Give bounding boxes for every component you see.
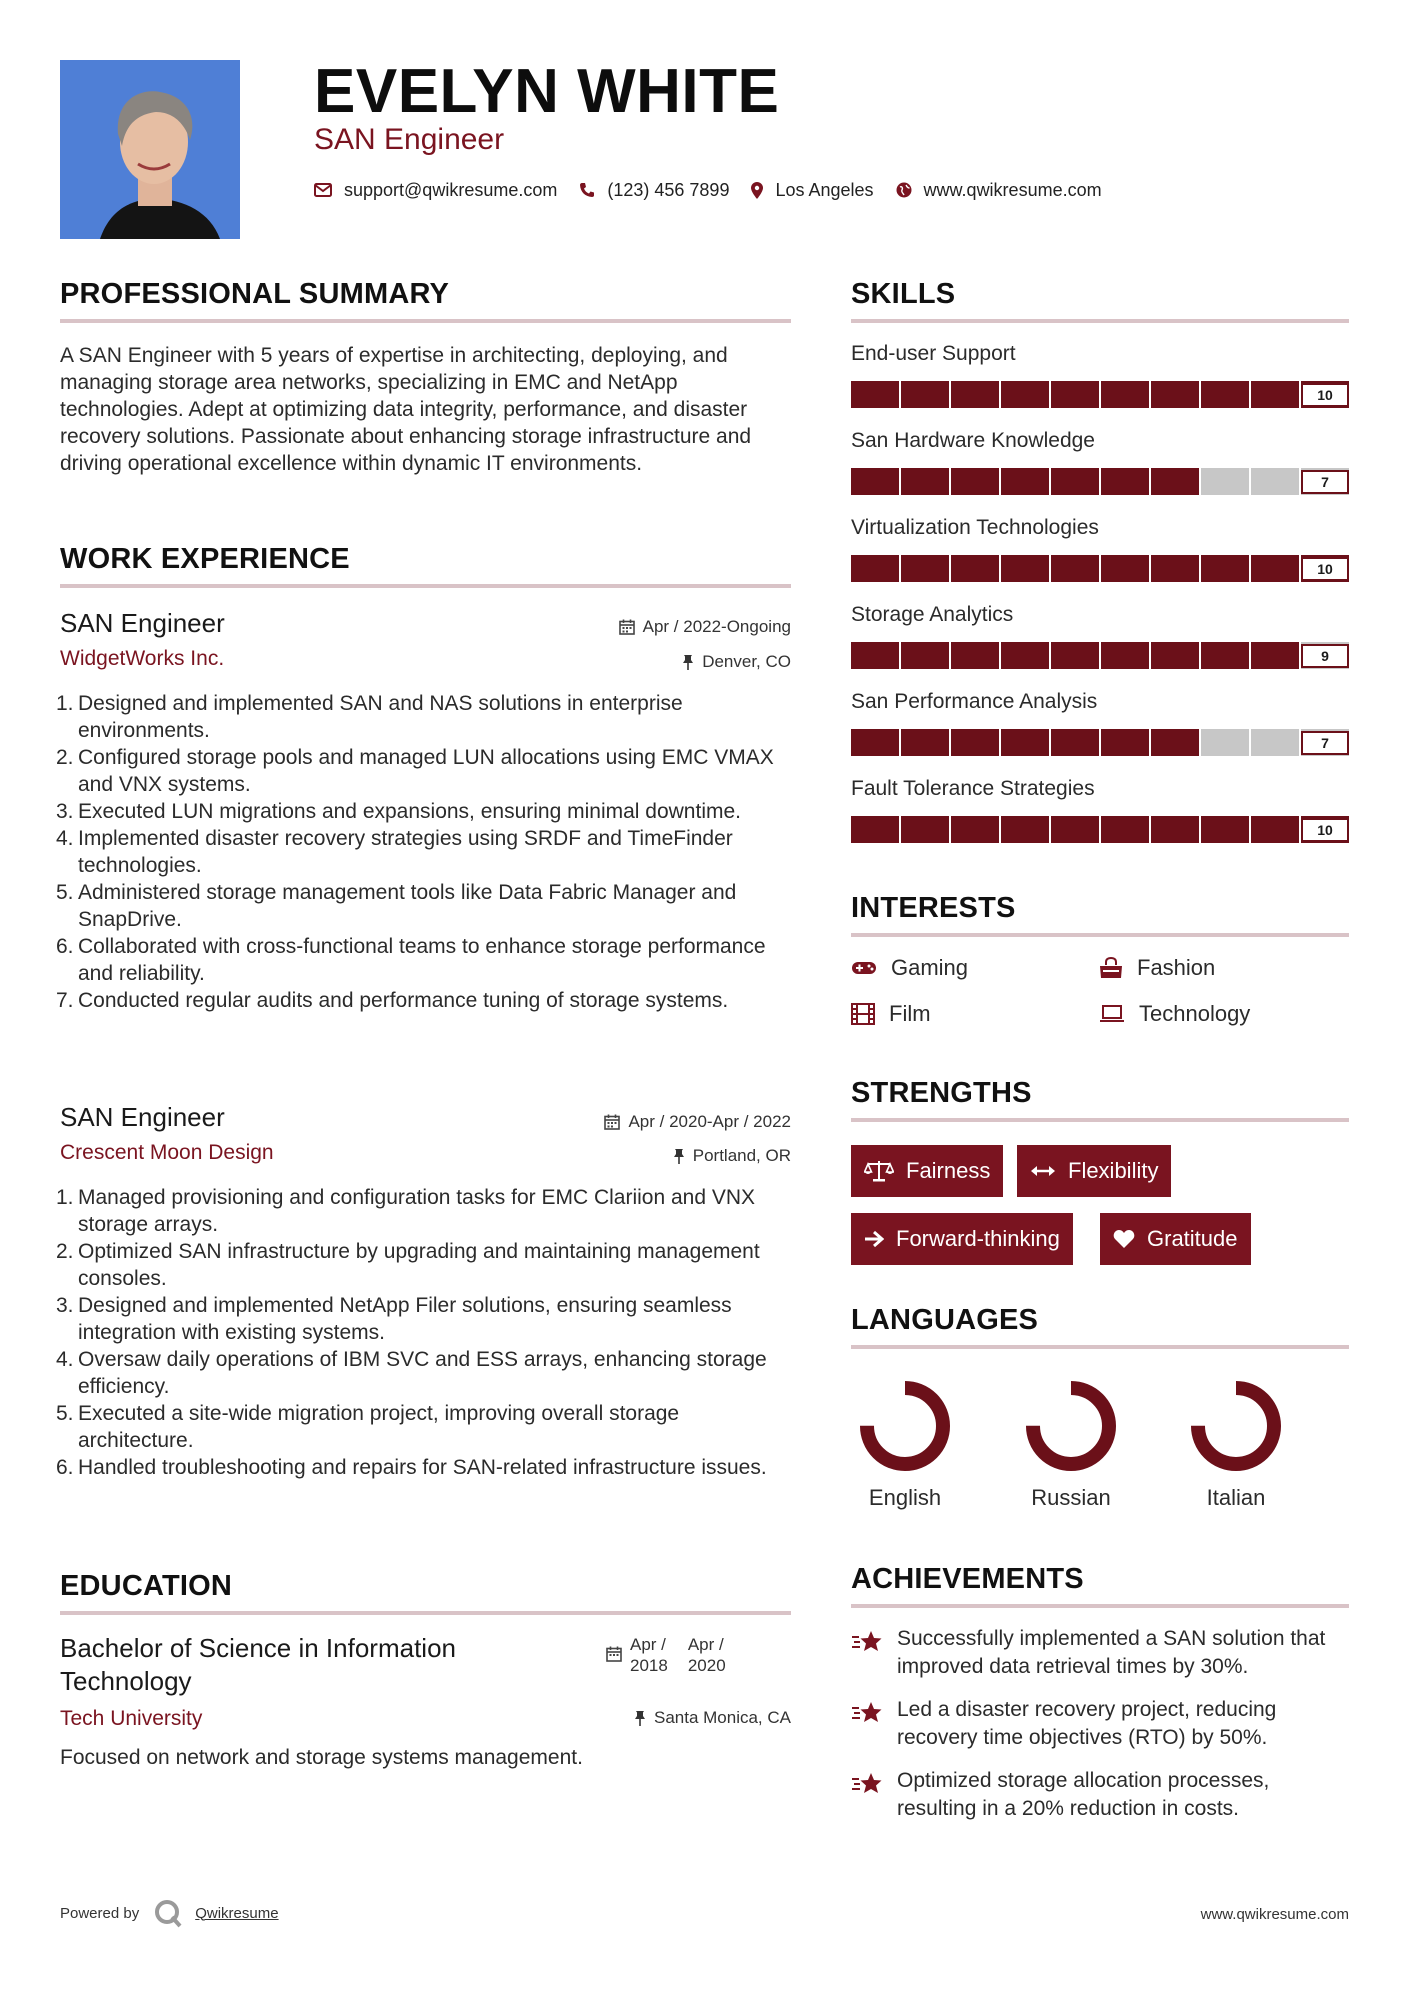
calendar-icon (604, 1114, 620, 1130)
heart-icon (1113, 1229, 1135, 1249)
skill-bar-segment (1001, 642, 1051, 669)
job-company: Crescent Moon Design (60, 1141, 274, 1164)
list-item: 2. Configured storage pools and managed LUN allocations using EMC VMAX and VNX systems. (56, 746, 774, 796)
job-bullets (56, 1184, 796, 1481)
school-name: Tech University (60, 1707, 203, 1730)
arrow-right-icon (864, 1230, 884, 1248)
skill-bar-segment (951, 381, 1001, 408)
skill-level-badge: 9 (1301, 644, 1349, 668)
skill-bar-segment (1151, 729, 1201, 756)
list-item: 5. Administered storage management tools like Data Fabric Manager and SnapDrive. (56, 881, 737, 931)
language-level-arc (867, 1388, 943, 1464)
interests-divider (851, 933, 1349, 937)
skill-bar-segment (1201, 729, 1251, 756)
contact-website[interactable] (896, 180, 1102, 201)
job-company: WidgetWorks Inc. (60, 647, 225, 670)
skill-bar-segment (1201, 816, 1251, 843)
skill-bar-segment (1201, 381, 1251, 408)
skill-bar-segment (901, 816, 951, 843)
summary-heading: PROFESSIONAL SUMMARY (60, 278, 450, 310)
skill-bar-segment (1001, 381, 1051, 408)
skill-bar-segment (901, 642, 951, 669)
job-dates-text: Apr / 2022-Ongoing (642, 617, 791, 636)
map-pin-icon (751, 182, 763, 199)
footer-powered-by: Powered by Qwikresume (60, 1898, 279, 1928)
star-trophy-icon (851, 1629, 883, 1655)
skill-label: Virtualization Technologies (851, 516, 1099, 539)
shopping-bag-icon (1099, 957, 1123, 979)
skill-level-badge: 10 (1301, 557, 1349, 581)
achievement-item: Optimized storage allocation processes, resulting in a 20% reduction in costs. (851, 1767, 1349, 1823)
skill-bar-segment (951, 816, 1001, 843)
job-location (682, 651, 791, 673)
skill-bar-segment (1101, 816, 1151, 843)
achievements-heading: ACHIEVEMENTS (851, 1563, 1084, 1595)
list-item: 7. Conducted regular audits and performance tuning of storage systems. (56, 989, 729, 1012)
skill-bar-segment (951, 468, 1001, 495)
skill-bar (851, 816, 1349, 843)
skill-bar-segment (1251, 642, 1301, 669)
skill-level-badge: 10 (1301, 383, 1349, 407)
skill-bar-segment (1101, 381, 1151, 408)
education-location-text: Santa Monica, CA (653, 1708, 791, 1727)
skill-bar-segment (1101, 468, 1151, 495)
skill-bar-segment (1051, 816, 1101, 843)
brand-link[interactable]: Qwikresume (195, 1904, 279, 1922)
education-divider (60, 1611, 791, 1615)
list-item: 6. Handled troubleshooting and repairs for SAN-related infrastructure issues. (56, 1456, 767, 1479)
globe-icon (896, 182, 912, 198)
star-trophy-icon (851, 1771, 883, 1797)
skill-label: Fault Tolerance Strategies (851, 777, 1095, 800)
skill-bar-segment (1001, 555, 1051, 582)
job-dates (619, 616, 791, 638)
list-item: 1. Designed and implemented SAN and NAS solutions in enterprise environments. (56, 692, 683, 742)
skill-bar-segment (1251, 729, 1301, 756)
skill-label: End-user Support (851, 342, 1016, 365)
list-item: 4. Oversaw daily operations of IBM SVC and ESS arrays, enhancing storage efficiency. (56, 1348, 767, 1398)
job-title: SAN Engineer (60, 608, 225, 638)
strength-chip-fairness: Fairness (851, 1145, 1003, 1197)
film-icon (851, 1003, 875, 1025)
skill-bar (851, 642, 1349, 669)
skill-bar-segment (1001, 468, 1051, 495)
achievements-divider (851, 1604, 1349, 1608)
skill-bar-segment (1201, 555, 1251, 582)
skill-bar-segment (1151, 816, 1201, 843)
skill-bar-segment (1101, 642, 1151, 669)
skill-bar-segment (1001, 816, 1051, 843)
skill-bar-segment (1151, 642, 1201, 669)
job-location (673, 1145, 791, 1167)
calendar-icon (606, 1646, 622, 1662)
website-text: www.qwikresume.com (923, 179, 1102, 200)
profile-photo (60, 60, 240, 239)
languages-heading: LANGUAGES (851, 1304, 1039, 1336)
skill-bar-segment (901, 555, 951, 582)
summary-divider (60, 319, 791, 323)
skill-level-badge: 10 (1301, 818, 1349, 842)
skill-bar-segment (851, 381, 901, 408)
job-dates-text: Apr / 2020-Apr / 2022 (628, 1112, 791, 1131)
job-location-text: Portland, OR (692, 1146, 791, 1165)
skill-level-badge: 7 (1301, 470, 1349, 494)
strength-chip-forward-thinking: Forward-thinking (851, 1213, 1073, 1265)
interest-gaming: Gaming (851, 954, 968, 982)
skill-bar-segment (1151, 381, 1201, 408)
email-text: support@qwikresume.com (344, 179, 558, 200)
skill-bar-segment (1251, 381, 1301, 408)
strengths-divider (851, 1118, 1349, 1122)
interests-heading: INTERESTS (851, 892, 1016, 924)
education-heading: EDUCATION (60, 1570, 233, 1602)
list-item: 5. Executed a site-wide migration project, improving overall storage architecture. (56, 1402, 680, 1452)
gamepad-icon (851, 960, 877, 976)
job-dates (604, 1111, 791, 1133)
list-item: 3. Designed and implemented NetApp Filer solutions, ensuring seamless integration with existing systems. (56, 1294, 732, 1344)
footer-website[interactable]: www.qwikresume.com (1200, 1906, 1349, 1923)
degree-title: Bachelor of Science in Information Technology (60, 1633, 456, 1696)
calendar-icon (619, 619, 635, 635)
skill-bar (851, 468, 1349, 495)
education-end: Apr / 2020 (687, 1635, 726, 1675)
experience-divider (60, 584, 791, 588)
education-dates (606, 1634, 726, 1676)
language-gauge (1186, 1376, 1286, 1476)
phone-text: (123) 456 7899 (607, 179, 730, 200)
contact-bar (314, 176, 1124, 204)
skill-bar-segment (1051, 555, 1101, 582)
list-item: 4. Implemented disaster recovery strategies using SRDF and TimeFinder technologies. (56, 827, 733, 877)
pushpin-icon (682, 654, 694, 670)
skill-bar-segment (1101, 555, 1151, 582)
skills-divider (851, 319, 1349, 323)
languages-divider (851, 1345, 1349, 1349)
laptop-icon (1099, 1005, 1125, 1023)
skill-bar-segment (1201, 642, 1251, 669)
contact-phone[interactable] (579, 180, 729, 201)
skill-bar-segment (901, 468, 951, 495)
skill-bar-segment (951, 729, 1001, 756)
strength-chip-flexibility: Flexibility (1017, 1145, 1171, 1197)
list-item: 3. Executed LUN migrations and expansions, ensuring minimal downtime. (56, 800, 741, 823)
contact-location (751, 180, 873, 201)
job-bullets (56, 690, 796, 1014)
interest-film: Film (851, 1000, 931, 1028)
skill-bar-segment (851, 816, 901, 843)
phone-icon (579, 182, 595, 198)
language-label: Italian (1206, 1485, 1266, 1510)
envelope-icon (314, 183, 332, 197)
skill-bar-segment (1051, 642, 1101, 669)
skill-bar-segment (1051, 468, 1101, 495)
strength-chip-gratitude: Gratitude (1100, 1213, 1251, 1265)
education-location (634, 1707, 791, 1729)
location-text: Los Angeles (775, 179, 874, 200)
skill-bar-segment (1251, 468, 1301, 495)
skill-bar-segment (1201, 468, 1251, 495)
arrows-horizontal-icon (1030, 1164, 1056, 1178)
skill-bar-segment (851, 555, 901, 582)
skill-bar-segment (1051, 381, 1101, 408)
skill-bar-segment (851, 468, 901, 495)
education-description: Focused on network and storage systems management. (60, 1746, 583, 1769)
candidate-title: SAN Engineer (314, 123, 505, 156)
skill-bar-segment (1251, 816, 1301, 843)
skill-level-badge: 7 (1301, 731, 1349, 755)
skill-bar-segment (851, 642, 901, 669)
language-level-arc (1033, 1388, 1109, 1464)
skill-bar (851, 729, 1349, 756)
skill-label: Storage Analytics (851, 603, 1014, 626)
skill-bar-segment (1001, 729, 1051, 756)
qwikresume-logo-icon (153, 1898, 183, 1928)
summary-text: A SAN Engineer with 5 years of expertise in architecting, deploying, and managing storage area networks, specializing in EMC and NetApp technologies. Adept at optimizing data integrity, performance, and disaster recovery solutions. Passionate about enhancing storage infrastructure and driving operational excellence within dynamic IT environments. (60, 344, 752, 475)
contact-email[interactable] (314, 180, 557, 201)
language-gauge (1021, 1376, 1121, 1476)
balance-scale-icon (864, 1159, 894, 1183)
candidate-name: EVELYN WHITE (314, 57, 780, 126)
job-title: SAN Engineer (60, 1102, 225, 1132)
skill-bar (851, 555, 1349, 582)
strengths-heading: STRENGTHS (851, 1077, 1032, 1109)
list-item: 1. Managed provisioning and configuration tasks for EMC Clariion and VNX storage arrays. (56, 1186, 756, 1236)
skill-bar-segment (951, 555, 1001, 582)
skill-bar-segment (1251, 555, 1301, 582)
achievement-item: Led a disaster recovery project, reducing recovery time objectives (RTO) by 50%. (851, 1696, 1349, 1752)
list-item: 6. Collaborated with cross-functional teams to enhance storage performance and reliability. (56, 935, 766, 985)
skill-bar-segment (901, 729, 951, 756)
skill-bar-segment (851, 729, 901, 756)
skill-bar-segment (1101, 729, 1151, 756)
pushpin-icon (634, 1710, 646, 1726)
pushpin-icon (673, 1148, 685, 1164)
language-label: Russian (1031, 1485, 1111, 1510)
skills-heading: SKILLS (851, 278, 956, 310)
language-label: English (868, 1485, 942, 1510)
job-location-text: Denver, CO (702, 652, 791, 671)
skill-label: San Hardware Knowledge (851, 429, 1095, 452)
list-item: 2. Optimized SAN infrastructure by upgrading and maintaining management consoles. (56, 1240, 760, 1290)
skill-bar-segment (1151, 555, 1201, 582)
skill-label: San Performance Analysis (851, 690, 1098, 713)
language-gauge (855, 1376, 955, 1476)
skill-bar-segment (1051, 729, 1101, 756)
skill-bar-segment (1151, 468, 1201, 495)
star-trophy-icon (851, 1700, 883, 1726)
skill-bar-segment (951, 642, 1001, 669)
skill-bar-segment (901, 381, 951, 408)
language-level-arc (1198, 1388, 1274, 1464)
interest-fashion: Fashion (1099, 954, 1215, 982)
interest-technology: Technology (1099, 1000, 1250, 1028)
experience-heading: WORK EXPERIENCE (60, 543, 350, 575)
achievement-item: Successfully implemented a SAN solution that improved data retrieval times by 30%. (851, 1625, 1349, 1681)
education-start: Apr / 2018 (630, 1635, 668, 1675)
skill-bar (851, 381, 1349, 408)
